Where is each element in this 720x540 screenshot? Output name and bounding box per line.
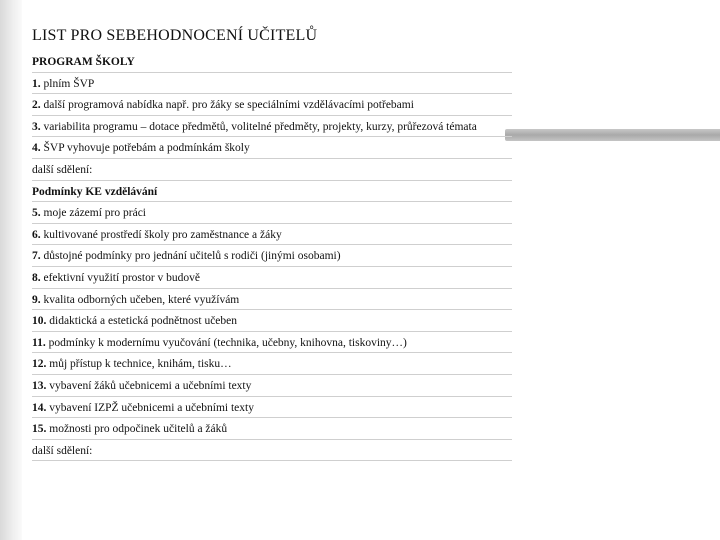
row-underline [32,288,512,289]
row-underline [32,223,512,224]
row-underline [32,374,512,375]
item-text: kultivované prostředí školy pro zaměstnance a žáky [43,228,282,241]
item-text: plním ŠVP [43,77,95,90]
left-decorative-band [0,0,22,540]
item-number: 14. [32,401,50,414]
list-item [32,117,512,139]
list-item [32,225,512,247]
row-underline [32,396,512,397]
item-number: 12. [32,358,50,371]
item-number: 5. [32,207,44,220]
item-text: důstojné podmínky pro jednání učitelů s rodiči (jinými osobami) [43,250,341,263]
list-item [32,138,512,160]
accent-bar [505,129,720,141]
item-text: variabilita programu – dotace předmětů, volitelné předměty, projekty, kurzy, průřezová témata [43,120,477,133]
row-underline [32,115,512,116]
list-item [32,354,512,376]
item-text: PROGRAM ŠKOLY [32,56,135,68]
list-item [32,95,512,117]
list-item [32,419,512,441]
item-number: 4. [32,142,44,155]
list-item [32,74,512,96]
item-text: efektivní využití prostor v budově [43,271,200,284]
row-underline [32,439,512,440]
row-underline [32,460,512,461]
list-item [32,376,512,398]
item-text: můj přístup k technice, knihám, tisku… [49,358,232,371]
item-number: 2. [32,99,44,112]
note-line [32,160,512,182]
list-item [32,333,512,355]
item-number: 11. [32,336,49,349]
item-number: 10. [32,315,50,328]
row-underline [32,158,512,159]
row-underline [32,93,512,94]
row-underline [32,352,512,353]
row-underline [32,180,512,181]
item-text: vybavení žáků učebnicemi a učebními texty [49,379,252,392]
item-text: didaktická a estetická podnětnost učeben [49,315,238,328]
item-number: 13. [32,379,50,392]
row-underline [32,266,512,267]
checklist [32,52,512,462]
item-text: ŠVP vyhovuje potřebám a podmínkám školy [43,142,250,155]
list-item [32,246,512,268]
item-number: 8. [32,271,44,284]
row-underline [32,201,512,202]
row-underline [32,331,512,332]
list-item [32,268,512,290]
list-item [32,290,512,312]
item-text: další sdělení: [32,163,93,176]
item-number: 1. [32,77,44,90]
item-number: 15. [32,423,50,436]
item-text: podmínky k modernímu vyučování (technika, učebny, knihovna, tiskoviny…) [48,336,407,349]
section-heading [32,182,512,204]
row-underline [32,417,512,418]
item-text: moje zázemí pro práci [43,207,146,220]
item-number: 7. [32,250,44,263]
list-item [32,311,512,333]
item-text: kvalita odborných učeben, které využívám [43,293,240,306]
item-text: další sdělení: [32,444,93,457]
item-text: možnosti pro odpočinek učitelů a žáků [49,423,228,436]
page-title: LIST PRO SEBEHODNOCENÍ UČITELŮ [32,27,318,44]
item-text: další programová nabídka např. pro žáky se speciálními vzdělávacími potřebami [43,99,414,112]
list-item [32,398,512,420]
item-text: Podmínky KE vzdělávání [32,185,158,198]
item-number: 3. [32,120,44,133]
note-line [32,441,512,463]
list-item [32,203,512,225]
item-number: 9. [32,293,44,306]
section-heading [32,52,512,74]
item-text: vybavení IZPŽ učebnicemi a učebními texty [49,401,254,414]
row-underline [32,136,512,137]
item-number: 6. [32,228,44,241]
row-underline [32,309,512,310]
row-underline [32,72,512,73]
row-underline [32,244,512,245]
